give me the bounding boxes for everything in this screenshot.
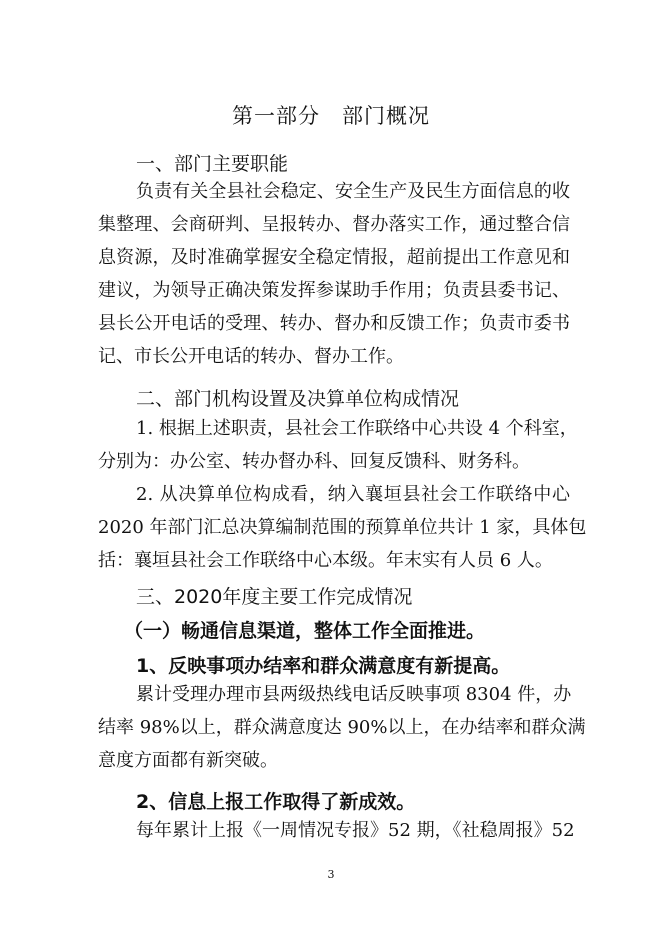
text-line: 负责有关全县社会稳定、安全生产及民生方面信息的收 (136, 181, 570, 202)
item-heading-2: 2、信息上报工作取得了新成效。 (136, 791, 416, 813)
text-line: 累计受理办理市县两级热线电话反映事项 8304 件，办 (136, 684, 572, 705)
page-number: 3 (327, 868, 335, 881)
text-line: 2. 从决算单位构成看，纳入襄垣县社会工作联络中心 (136, 484, 570, 505)
paragraph-functions (98, 175, 570, 373)
subsection-heading: （一）畅通信息渠道，整体工作全面推进。 (124, 620, 486, 642)
paragraph-structure-2 (98, 478, 587, 577)
item-heading-1: 1、反映事项办结率和群众满意度有新提高。 (136, 655, 511, 677)
text-line: 1. 根据上述职责，县社会工作联络中心共设 4 个科室， (136, 418, 578, 439)
section-heading-2: 二、部门机构设置及决算单位构成情况 (136, 388, 460, 410)
section-heading-1: 一、部门主要职能 (136, 153, 289, 175)
text-line: 结率 98%以上，群众满意度达 90%以上，在办结率和群众满 (98, 717, 586, 738)
text-line: 意度方面都有新突破。 (98, 750, 278, 771)
text-line: 记、市长公开电话的转办、督办工作。 (98, 346, 404, 367)
text-line: 建议，为领导正确决策发挥参谋助手作用；负责县委书记、 (98, 280, 570, 301)
text-line: 息资源，及时准确掌握安全稳定情报，超前提出工作意见和 (98, 247, 570, 268)
text-line: 2020 年部门汇总决算编制范围的预算单位共计 1 家，具体包 (98, 517, 587, 538)
text-line: 县长公开电话的受理、转办、督办和反馈工作；负责市委书 (98, 313, 570, 334)
text-line: 集整理、会商研判、呈报转办、督办落实工作，通过整合信 (98, 214, 570, 235)
paragraph-structure-1 (98, 412, 578, 478)
paragraph-hotline (98, 678, 586, 777)
text-line: 分别为：办公室、转办督办科、回复反馈科、财务科。 (98, 451, 530, 472)
page-title: 第一部分 部门概况 (232, 104, 430, 128)
section-heading-3: 三、2020年度主要工作完成情况 (136, 586, 413, 608)
paragraph-reports (98, 814, 575, 847)
text-line: 括：襄垣县社会工作联络中心本级。年末实有人员 6 人。 (98, 550, 553, 571)
text-line: 每年累计上报《一周情况专报》52 期，《社稳周报》52 (136, 820, 575, 841)
